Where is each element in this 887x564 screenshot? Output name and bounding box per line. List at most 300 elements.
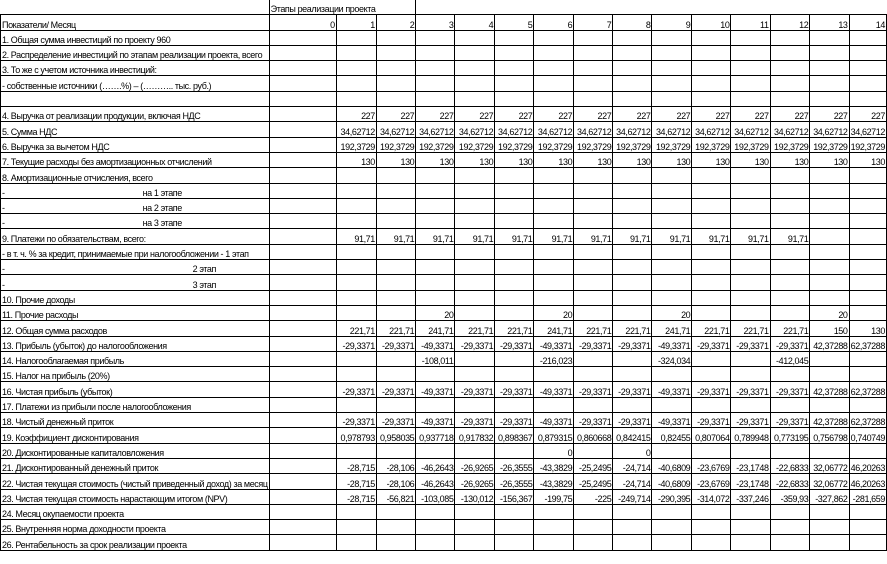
table-cell — [810, 91, 849, 106]
row-label — [1, 168, 270, 183]
table-cell — [336, 290, 376, 305]
table-cell — [376, 198, 415, 213]
table-cell — [849, 520, 886, 535]
table-cell — [770, 290, 810, 305]
table-cell — [416, 45, 455, 60]
table-cell: 0,807064 — [692, 428, 731, 443]
table-cell — [810, 290, 849, 305]
table-cell — [376, 91, 415, 106]
table-cell: -43,3829 — [534, 474, 574, 489]
table-cell: -23,6769 — [692, 474, 731, 489]
table-cell — [376, 275, 415, 290]
table-cell — [455, 290, 495, 305]
table-cell — [574, 168, 613, 183]
table-cell — [849, 229, 886, 244]
table-cell — [455, 183, 495, 198]
table-cell — [376, 61, 415, 76]
table-cell: -225 — [574, 489, 613, 504]
table-cell — [269, 504, 336, 519]
table-cell — [613, 504, 652, 519]
table-cell — [495, 443, 534, 458]
table-row — [1, 91, 887, 106]
table-cell — [810, 45, 849, 60]
table-cell: 221,71 — [574, 321, 613, 336]
table-cell — [810, 229, 849, 244]
table-cell — [574, 214, 613, 229]
table-cell — [416, 61, 455, 76]
table-cell — [269, 275, 336, 290]
row-label — [1, 367, 270, 382]
table-cell — [849, 91, 886, 106]
table-cell: -49,3371 — [416, 413, 455, 428]
table-cell — [416, 535, 455, 550]
table-cell — [269, 229, 336, 244]
row-label-text: - — [2, 218, 5, 229]
table-cell — [770, 275, 810, 290]
table-cell — [613, 397, 652, 412]
table-cell: 192,3729 — [416, 137, 455, 152]
table-cell — [652, 367, 692, 382]
table-cell — [613, 198, 652, 213]
row-label — [1, 122, 270, 137]
table-cell — [652, 76, 692, 91]
table-cell: 241,71 — [652, 321, 692, 336]
row-sublabel: на 1 этапе — [142, 187, 182, 198]
table-cell — [455, 397, 495, 412]
table-cell — [731, 504, 770, 519]
table-cell: -49,3371 — [534, 413, 574, 428]
table-cell: -26,9265 — [455, 474, 495, 489]
table-cell — [336, 30, 376, 45]
table-cell: 46,20263 — [849, 458, 886, 473]
table-cell — [574, 443, 613, 458]
row-label — [1, 351, 270, 366]
table-cell — [692, 535, 731, 550]
table-cell — [652, 45, 692, 60]
table-cell — [613, 61, 652, 76]
table-cell: -29,3371 — [376, 336, 415, 351]
row-label — [1, 214, 270, 229]
table-cell: -156,367 — [495, 489, 534, 504]
table-cell: -29,3371 — [613, 413, 652, 428]
table-cell: 227 — [731, 107, 770, 122]
table-cell — [269, 61, 336, 76]
table-cell — [534, 367, 574, 382]
table-cell — [574, 520, 613, 535]
table-cell — [770, 61, 810, 76]
month-header-cell: 1 — [336, 15, 376, 30]
month-header-cell: 3 — [416, 15, 455, 30]
row-label-text: 2. Распределение инвестиций по этапам реализации проекта, всего — [2, 50, 263, 61]
row-label-text: 5. Сумма НДС — [2, 126, 58, 137]
table-cell: 192,3729 — [692, 137, 731, 152]
table-row — [1, 260, 887, 275]
table-cell: -22,6833 — [770, 474, 810, 489]
table-cell: 227 — [770, 107, 810, 122]
month-header-row — [1, 15, 887, 30]
table-cell: -199,75 — [534, 489, 574, 504]
table-body — [1, 0, 887, 550]
table-cell — [692, 367, 731, 382]
table-cell — [455, 244, 495, 259]
table-cell — [849, 275, 886, 290]
table-cell — [269, 107, 336, 122]
table-cell — [849, 168, 886, 183]
table-cell: 91,71 — [652, 229, 692, 244]
table-cell: -46,2643 — [416, 474, 455, 489]
table-cell — [849, 244, 886, 259]
table-cell: 227 — [574, 107, 613, 122]
table-cell — [336, 260, 376, 275]
row-label-text: 11. Прочие расходы — [2, 310, 79, 321]
table-cell — [269, 474, 336, 489]
table-cell: -412,045 — [770, 351, 810, 366]
table-row — [1, 76, 887, 91]
table-cell: -29,3371 — [770, 382, 810, 397]
table-cell — [770, 45, 810, 60]
table-cell — [269, 443, 336, 458]
table-cell: 130 — [692, 152, 731, 167]
table-cell — [455, 198, 495, 213]
table-cell: -29,3371 — [574, 413, 613, 428]
row-label-text: 10. Прочие доходы — [2, 294, 75, 305]
table-row — [1, 107, 887, 122]
table-cell — [652, 61, 692, 76]
row-label-text: 4. Выручка от реализации продукции, включая НДС — [2, 111, 201, 122]
table-cell: 192,3729 — [574, 137, 613, 152]
table-cell: -29,3371 — [336, 413, 376, 428]
row-label-text: 14. Налогооблагаемая прибыль — [2, 356, 124, 367]
table-cell: 0 — [613, 443, 652, 458]
table-cell — [416, 443, 455, 458]
table-cell — [416, 260, 455, 275]
table-cell — [534, 76, 574, 91]
table-cell — [376, 214, 415, 229]
month-header-cell: 10 — [692, 15, 731, 30]
table-row — [1, 214, 887, 229]
table-cell: 91,71 — [336, 229, 376, 244]
table-cell — [495, 76, 534, 91]
table-row — [1, 168, 887, 183]
row-label — [1, 336, 270, 351]
table-row — [1, 122, 887, 137]
table-cell — [731, 367, 770, 382]
table-cell — [336, 61, 376, 76]
table-cell — [692, 30, 731, 45]
table-row — [1, 382, 887, 397]
table-cell: 227 — [495, 107, 534, 122]
table-cell: 227 — [652, 107, 692, 122]
table-cell — [613, 351, 652, 366]
table-cell: 34,62712 — [770, 122, 810, 137]
table-cell — [652, 198, 692, 213]
table-cell — [770, 520, 810, 535]
table-cell — [613, 260, 652, 275]
table-cell — [613, 275, 652, 290]
table-cell — [692, 198, 731, 213]
table-cell — [269, 198, 336, 213]
table-cell — [613, 244, 652, 259]
row-label — [1, 290, 270, 305]
table-cell: 0,917832 — [455, 428, 495, 443]
table-cell — [652, 397, 692, 412]
table-cell — [416, 520, 455, 535]
table-cell — [810, 275, 849, 290]
table-cell — [574, 367, 613, 382]
table-cell — [810, 76, 849, 91]
table-cell — [849, 76, 886, 91]
table-cell: 91,71 — [376, 229, 415, 244]
table-cell — [692, 305, 731, 320]
table-cell: 130 — [731, 152, 770, 167]
table-cell — [455, 305, 495, 320]
table-cell — [849, 214, 886, 229]
table-cell: -29,3371 — [455, 382, 495, 397]
table-cell — [613, 367, 652, 382]
table-cell: -290,395 — [652, 489, 692, 504]
table-row — [1, 229, 887, 244]
table-cell: 20 — [416, 305, 455, 320]
table-cell — [495, 45, 534, 60]
table-cell — [692, 260, 731, 275]
table-cell — [376, 183, 415, 198]
table-row — [1, 367, 887, 382]
table-cell — [376, 260, 415, 275]
table-cell: 227 — [455, 107, 495, 122]
table-cell: -29,3371 — [455, 413, 495, 428]
table-cell: 130 — [534, 152, 574, 167]
table-cell — [652, 260, 692, 275]
table-cell — [692, 76, 731, 91]
table-cell: 227 — [336, 107, 376, 122]
table-cell — [534, 244, 574, 259]
table-cell — [574, 244, 613, 259]
table-cell: -26,3555 — [495, 458, 534, 473]
table-cell: 34,62712 — [455, 122, 495, 137]
table-cell — [416, 290, 455, 305]
table-cell — [731, 244, 770, 259]
table-row — [1, 504, 887, 519]
table-cell: -29,3371 — [376, 382, 415, 397]
table-cell: -103,085 — [416, 489, 455, 504]
table-cell: 130 — [574, 152, 613, 167]
table-cell — [770, 198, 810, 213]
table-cell: -49,3371 — [416, 336, 455, 351]
table-cell — [574, 351, 613, 366]
row-sublabel: 2 этап — [192, 264, 217, 275]
row-label — [1, 45, 270, 60]
table-cell — [613, 30, 652, 45]
table-cell: 221,71 — [336, 321, 376, 336]
table-cell — [455, 168, 495, 183]
table-cell — [336, 397, 376, 412]
table-cell — [269, 367, 336, 382]
table-cell — [269, 122, 336, 137]
table-cell: -29,3371 — [574, 336, 613, 351]
table-cell — [692, 61, 731, 76]
table-cell — [269, 336, 336, 351]
table-cell: 0,958035 — [376, 428, 415, 443]
table-cell — [416, 183, 455, 198]
table-cell — [455, 45, 495, 60]
table-cell — [269, 260, 336, 275]
row-label — [1, 321, 270, 336]
table-cell — [731, 520, 770, 535]
table-cell: -29,3371 — [692, 336, 731, 351]
table-cell: -28,106 — [376, 474, 415, 489]
table-row — [1, 443, 887, 458]
table-cell — [849, 443, 886, 458]
table-cell: 192,3729 — [652, 137, 692, 152]
table-cell — [731, 275, 770, 290]
table-cell — [810, 244, 849, 259]
table-cell — [269, 428, 336, 443]
table-cell: 0,82455 — [652, 428, 692, 443]
table-cell: 192,3729 — [731, 137, 770, 152]
month-header-cell: 8 — [613, 15, 652, 30]
table-cell — [495, 198, 534, 213]
month-header-cell: 2 — [376, 15, 415, 30]
table-cell: 20 — [652, 305, 692, 320]
table-cell: -29,3371 — [731, 382, 770, 397]
table-cell — [849, 45, 886, 60]
table-cell — [574, 504, 613, 519]
table-cell: -23,1748 — [731, 458, 770, 473]
table-cell: 0 — [534, 443, 574, 458]
table-cell: 192,3729 — [810, 137, 849, 152]
table-cell: -29,3371 — [692, 382, 731, 397]
row-label — [1, 152, 270, 167]
table-cell: 42,37288 — [810, 336, 849, 351]
table-cell — [455, 76, 495, 91]
table-cell — [416, 198, 455, 213]
table-cell — [692, 183, 731, 198]
stages-header-row — [1, 0, 887, 15]
table-cell: -28,715 — [336, 489, 376, 504]
row-sublabel: на 3 этапе — [142, 218, 182, 229]
table-cell — [336, 45, 376, 60]
table-cell — [534, 61, 574, 76]
table-cell: 34,62712 — [810, 122, 849, 137]
table-cell: 34,62712 — [613, 122, 652, 137]
table-cell: 221,71 — [731, 321, 770, 336]
table-row — [1, 458, 887, 473]
table-cell — [731, 305, 770, 320]
row-label — [1, 107, 270, 122]
table-cell: 34,62712 — [849, 122, 886, 137]
table-cell — [810, 351, 849, 366]
table-cell — [269, 413, 336, 428]
table-cell — [810, 30, 849, 45]
row-label — [1, 382, 270, 397]
table-cell — [416, 244, 455, 259]
table-cell — [770, 168, 810, 183]
table-row — [1, 183, 887, 198]
table-cell — [269, 458, 336, 473]
table-cell — [770, 30, 810, 45]
table-row — [1, 137, 887, 152]
table-cell — [574, 198, 613, 213]
row-label-text: 17. Платежи из прибыли после налогообложения — [2, 402, 191, 413]
row-label — [1, 91, 270, 106]
table-cell — [731, 214, 770, 229]
table-cell — [534, 168, 574, 183]
row-label-text: 18. Чистый денежный приток — [2, 417, 114, 428]
table-cell: 32,06772 — [810, 474, 849, 489]
table-cell — [269, 30, 336, 45]
row-label — [1, 413, 270, 428]
table-cell — [692, 290, 731, 305]
table-cell: -22,6833 — [770, 458, 810, 473]
row-label-text: 9. Платежи по обязательствам, всего: — [2, 233, 146, 244]
table-cell: 0,773195 — [770, 428, 810, 443]
table-cell: 0,842415 — [613, 428, 652, 443]
table-cell — [416, 76, 455, 91]
table-cell — [652, 275, 692, 290]
table-cell — [336, 520, 376, 535]
stages-label: Этапы реализации проекта — [269, 0, 416, 15]
table-row — [1, 351, 887, 366]
table-cell — [652, 520, 692, 535]
month-header-cell: 6 — [534, 15, 574, 30]
table-cell: 130 — [613, 152, 652, 167]
table-row — [1, 397, 887, 412]
month-header-cell: 4 — [455, 15, 495, 30]
table-cell — [849, 290, 886, 305]
row-label — [1, 474, 270, 489]
table-cell: -29,3371 — [376, 413, 415, 428]
table-cell — [810, 214, 849, 229]
table-cell: -23,1748 — [731, 474, 770, 489]
table-cell — [849, 183, 886, 198]
table-cell: -49,3371 — [652, 336, 692, 351]
table-cell — [336, 214, 376, 229]
table-cell — [731, 351, 770, 366]
table-cell — [376, 168, 415, 183]
table-cell: 130 — [336, 152, 376, 167]
row-label — [1, 428, 270, 443]
table-row — [1, 198, 887, 213]
row-label-text: - — [2, 279, 5, 290]
table-cell — [810, 397, 849, 412]
row-label — [1, 275, 270, 290]
table-cell: -216,023 — [534, 351, 574, 366]
table-cell — [455, 504, 495, 519]
row-label-text: 13. Прибыль (убыток) до налогообложения — [2, 340, 167, 351]
row-label — [1, 520, 270, 535]
table-cell: -281,659 — [849, 489, 886, 504]
table-cell: 227 — [416, 107, 455, 122]
table-cell: -28,715 — [336, 458, 376, 473]
table-cell: 130 — [770, 152, 810, 167]
table-cell — [731, 45, 770, 60]
table-cell: 34,62712 — [731, 122, 770, 137]
table-cell — [652, 91, 692, 106]
table-cell — [692, 244, 731, 259]
table-cell — [455, 91, 495, 106]
table-cell — [336, 504, 376, 519]
table-cell — [376, 244, 415, 259]
table-cell — [336, 367, 376, 382]
table-cell — [534, 30, 574, 45]
table-cell — [613, 91, 652, 106]
table-cell — [692, 214, 731, 229]
table-cell — [336, 351, 376, 366]
table-cell — [495, 397, 534, 412]
table-cell: -49,3371 — [534, 336, 574, 351]
row-label-text: 7. Текущие расходы без амортизационных отчислений — [2, 157, 212, 168]
table-cell — [770, 443, 810, 458]
